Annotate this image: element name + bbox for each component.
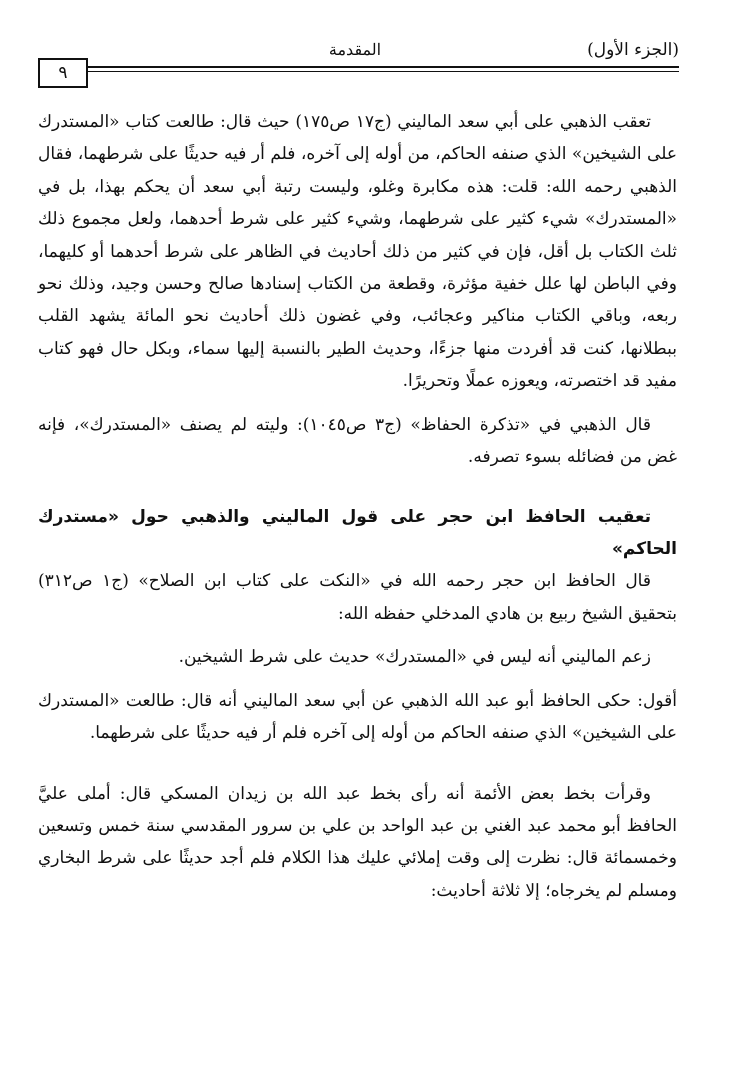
paragraph-dhahabi-critique: تعقب الذهبي على أبي سعد الماليني (ج١٧ ص١٧٥) حيث قال: طالعت كتاب «المستدرك على الشيخين» الذي صنفه الحاكم، من أوله إلى آخره، فلم أر فيه حديثًا على شرطهما، فقال الذهبي رحمه الله: قلت: هذه مكابرة وغلو، وليست رتبة أبي سعد أن يحكم بهذا، بل في «المستدرك» شيء كثير على شرطهما، وشيء كثير على شرط أحدهما، ولعل مجموع ذلك ثلث الكتاب بل أقل، فإن في كثير من ذلك أحاديث في الظاهر على شرط أحدهما أو كليهما، وفي الباطن لها علل خفية مؤثرة، وقطعة من الكتاب إسنادها صالح وحسن وجيد، وذلك نحو ربعه، وباقي الكتاب مناكير وعجائب، وفي غضون ذلك أحاديث نحو المائة يشهد القلب ببطلانها، كنت قد أفردت منها جزءًا، وحديث الطير بالنسبة إليها سماء، وبكل حال فهو كتاب مفيد قد اختصرته، ويعوزه عملًا وتحريرًا. (38, 112, 677, 392)
page-number-box: ٩ (38, 58, 88, 88)
paragraph-malini-claim: زعم الماليني أنه ليس في «المستدرك» حديث على شرط الشيخين. (178, 647, 651, 668)
section-heading: تعقيب الحافظ ابن حجر على قول الماليني والذهبي حول «مستدرك الحاكم» (38, 507, 677, 560)
header-rule-thick (86, 66, 679, 68)
paragraph-maqdisi-report: وقرأت بخط بعض الأئمة أنه رأى بخط عبد الله بن زيدان المسكي قال: أملى عليَّ الحافظ أبو محمد عبد الغني بن عبد الواحد بن علي بن سرور المقدسي سنة خمس وتسعين وخمسمائة قال: نظرت إلى وقت إملائي عليك هذا الكلام فلم أجد حديثًا على شرط البخاري ومسلم لم يخرجاه؛ إلا ثلاثة أحاديث: (38, 783, 677, 901)
paragraph-ibn-hajar-intro: قال الحافظ ابن حجر رحمه الله في «النكت على كتاب ابن الصلاح» (ج١ ص٣١٢) بتحقيق الشيخ ربيع بن هادي المدخلي حفظه الله: (38, 571, 677, 624)
paragraph-ibn-hajar-reply: أقول: حكى الحافظ أبو عبد الله الذهبي عن أبي سعد الماليني أنه قال: طالعت «المستدرك على الشيخين» الذي صنفه الحاكم من أوله إلى آخره فلم أر فيه حديثًا على شرطهما. (38, 690, 677, 744)
header-rule-thin (86, 71, 679, 72)
running-header-volume: (الجزء الأول) (587, 40, 679, 60)
running-header-section: المقدمة (328, 40, 382, 59)
paragraph-tadhkirat-quote: قال الذهبي في «تذكرة الحفاظ» (ج٣ ص١٠٤٥): وليته لم يصنف «المستدرك»، فإنه غض من فضائله بسوء تصرفه. (38, 414, 677, 468)
page-body (38, 106, 677, 907)
